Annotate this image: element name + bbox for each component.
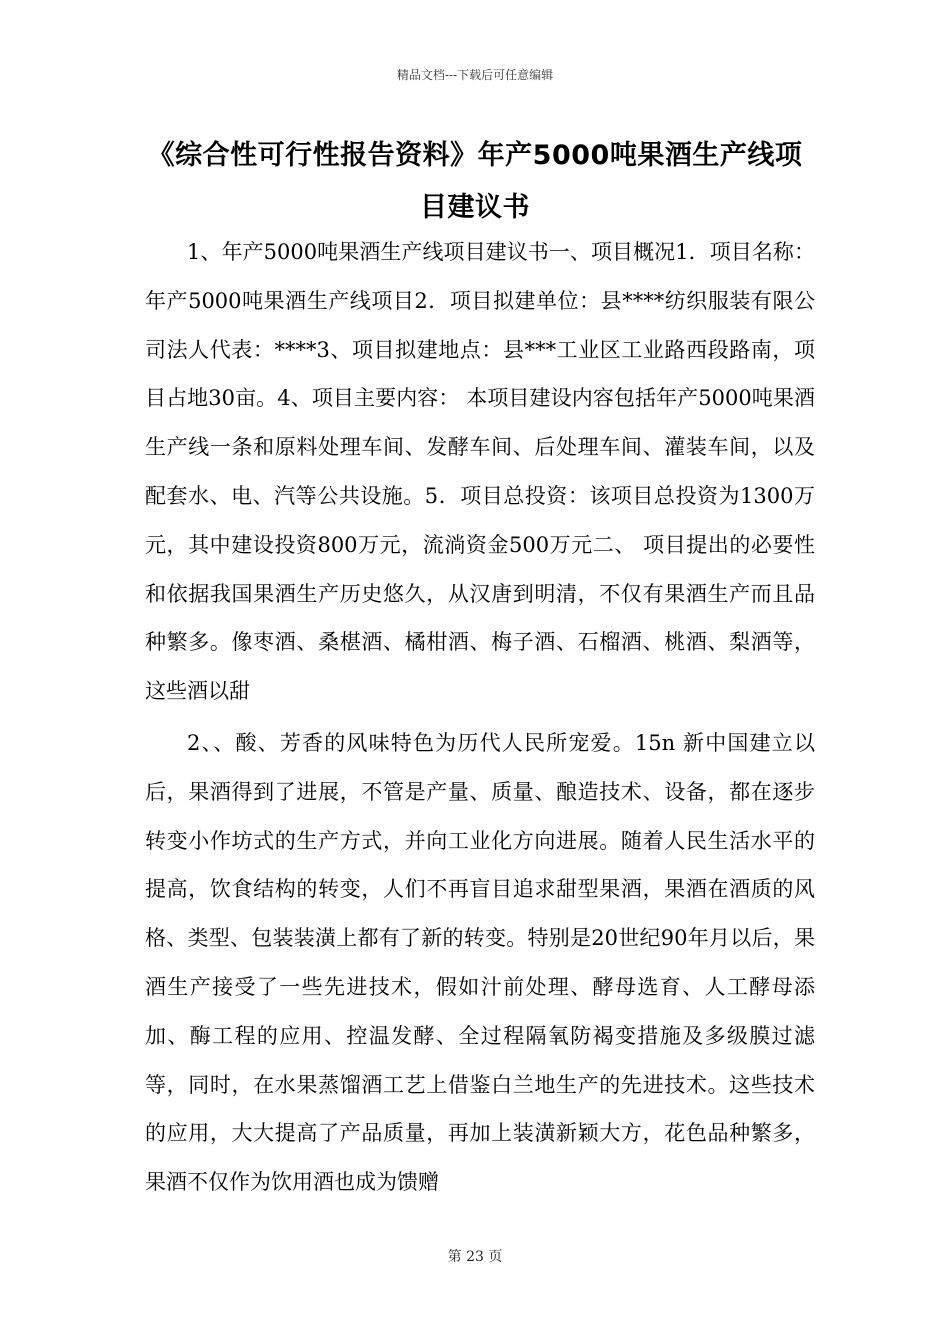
paragraph-2: 2、、酸、芳香的风味特色为历代人民所宠爱。15n 新中国建立以后，果酒得到了进展，不管是产量、质量、酿造技术、设备，都在逐步转变小作坊式的生产方式，并向工业化方向进展。随着人民生活水平的提高，饮食结构的转变，人们不再盲目追求甜型果酒，果酒在酒质的风格、类型、包装装潢上都有了新的转变。特别是20世纪90年月以后，果酒生产接受了一些先进技术，假如汁前处理、酵母选育、人工酵母添加、酶工程的应用、控温发酵、全过程隔氧防褐变措施及多级膜过滤等，同时，在水果蒸馏酒工艺上借鉴白兰地生产的先进技术。这些技术的应用，大大提高了产品质量，再加上装潢新颖大方，花色品种繁多，果酒不仅作为饮用酒也成为馈赠 bbox=[145, 731, 815, 1195]
paragraph-1: 1、年产5000吨果酒生产线项目建议书一、项目概况1．项目名称：年产5000吨果酒生产线项目2．项目拟建单位：县****纺织服装有限公司法人代表：****3、项目拟建地点：县***工业区工业路西段路南，项目占地30亩。4、项目主要内容： 本项目建设内容包括年产5000吨果酒生产线一条和原料处理车间、发酵车间、后处理车间、灌装车间，以及配套水、电、汽等公共设施。5．项目总投资：该项目总投资为1300万元，其中建设投资800万元，流淌资金500万元二、 项目提出的必要性和依据我国果酒生产历史悠久，从汉唐到明清，不仅有果酒生产而且品种繁多。像枣酒、桑椹酒、橘柑酒、梅子酒、石榴酒、桃酒、梨酒等，这些酒以甜 bbox=[145, 240, 815, 704]
header-note: 精品文档---下载后可任意编辑 bbox=[396, 68, 554, 82]
document-title: 《综合性可行性报告资料》年产5000吨果酒生产线项目建议书 bbox=[147, 140, 803, 223]
page-number: 第 23 页 bbox=[447, 1249, 503, 1265]
